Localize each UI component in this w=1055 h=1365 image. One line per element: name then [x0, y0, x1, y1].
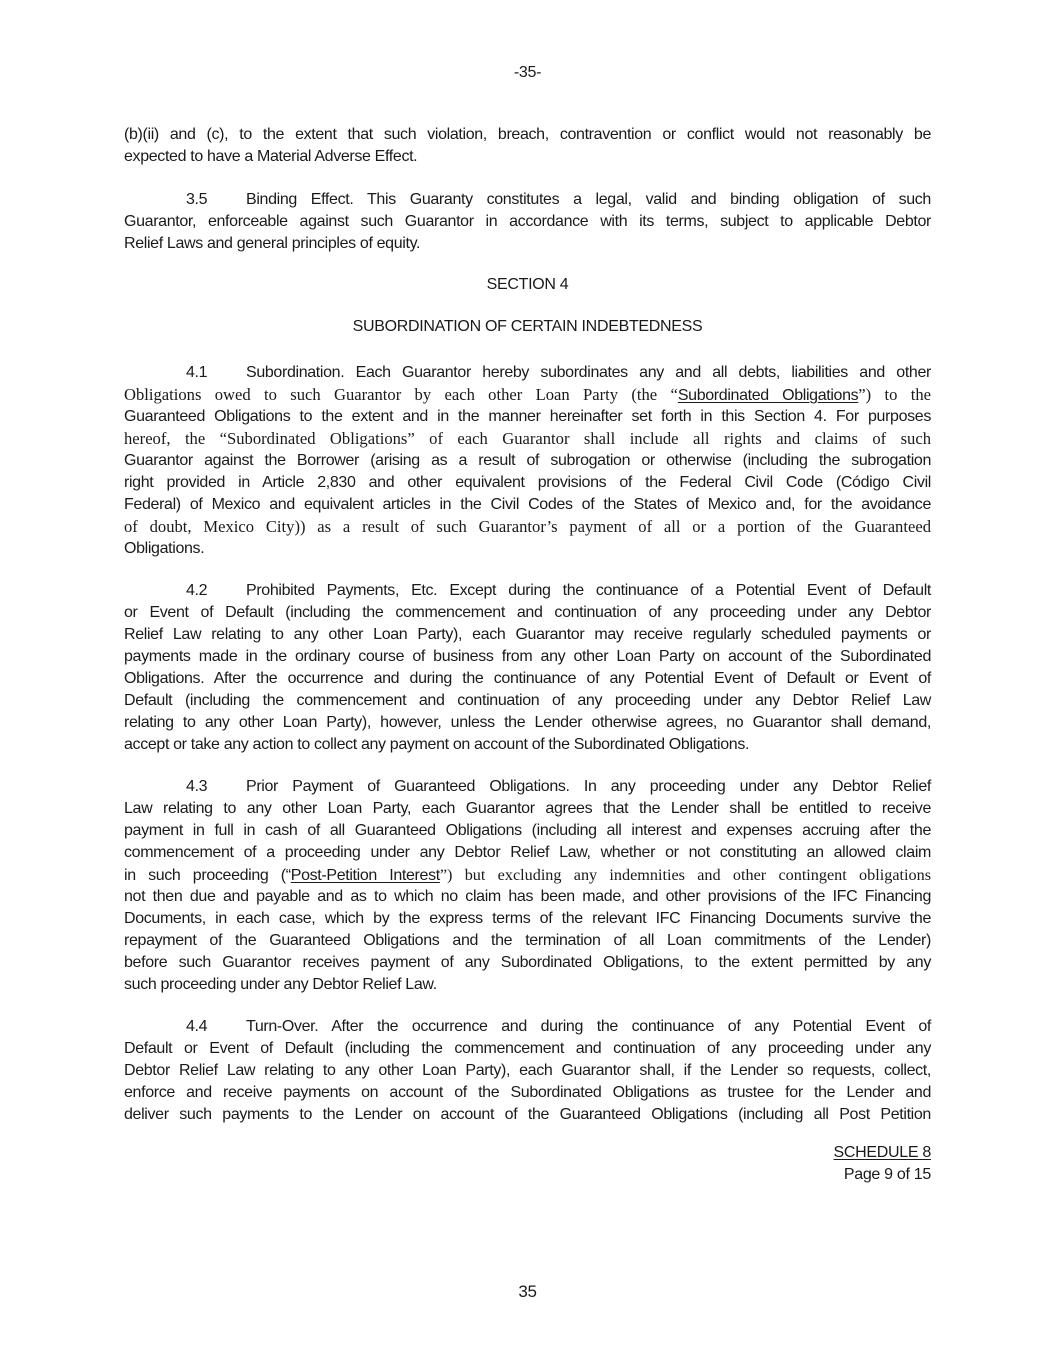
paragraph-line: deliver such payments to the Lender on account of the Guaranteed Obligations (including all Post Petition: [124, 1106, 931, 1123]
page-of-label: Page 9 of 15: [843, 1166, 931, 1183]
paragraph-line: Obligations.: [124, 540, 205, 557]
paragraph-line: not then due and payable and as to which no claim has been made, and other provisions of the IFC Financing: [124, 888, 931, 905]
clause-number: 4.4: [186, 1018, 208, 1035]
section-heading: SECTION 4: [486, 276, 569, 293]
clause-text: ”) but excluding any indemnities and other contingent obligations: [439, 866, 931, 884]
paragraph-line: or Event of Default (including the commencement and continuation of any proceeding under any Debtor: [124, 604, 931, 621]
clause-text: in such proceeding (“: [124, 867, 291, 884]
paragraph-line: relating to any other Loan Party), however, unless the Lender otherwise agrees, no Guarantor shall demand,: [124, 714, 931, 731]
paragraph-line: payment in full in cash of all Guaranteed Obligations (including all interest and expenses accruing after the: [124, 822, 931, 839]
section-4-2-line: [124, 580, 931, 602]
paragraph-line: before such Guarantor receives payment of any Subordinated Obligations, to the extent permitted by any: [124, 954, 931, 971]
paragraph-line: Relief Laws and general principles of equity.: [124, 235, 421, 252]
clause-text: ”) to the: [858, 385, 932, 404]
paragraph-line: right provided in Article 2,830 and other equivalent provisions of the Federal Civil Code (Código Civil: [124, 474, 931, 491]
paragraph-line: accept or take any action to collect any payment on account of the Subordinated Obligations.: [124, 736, 750, 753]
paragraph-line: Guaranteed Obligations to the extent and in the manner hereinafter set forth in this Section 4. For purposes: [124, 408, 931, 425]
clause-text: This Guaranty constitutes a legal, valid and binding obligation of such: [353, 191, 931, 208]
paragraph-line: Federal) of Mexico and equivalent articles in the Civil Codes of the States of Mexico and, for the avoidance: [124, 496, 931, 513]
clause-number: 4.2: [186, 582, 208, 599]
paragraph-line: commencement of a proceeding under any Debtor Relief Law, whether or not constituting an allowed claim: [124, 844, 931, 861]
paragraph-line: expected to have a Material Adverse Effect.: [124, 148, 418, 165]
section-3-5-line: [124, 189, 931, 211]
clause-text: Obligations owed to such Guarantor by each other Loan Party (the “: [124, 385, 678, 404]
paragraph-line: hereof, the “Subordinated Obligations” of each Guarantor shall include all rights and claims of such: [124, 429, 931, 448]
paragraph-line: payments made in the ordinary course of business from any other Loan Party on account of the Subordinated: [124, 648, 931, 665]
paragraph-line: Law relating to any other Loan Party, each Guarantor agrees that the Lender shall be entitled to receive: [124, 800, 931, 817]
page-number: 35: [518, 1282, 537, 1301]
paragraph-line: (b)(ii) and (c), to the extent that such violation, breach, contravention or conflict would not reasonably be: [124, 126, 931, 143]
paragraph-line: [124, 384, 931, 407]
schedule-text: SCHEDULE 8: [833, 1144, 931, 1161]
defined-term: Post-Petition Interest: [290, 867, 440, 884]
paragraph-line: Guarantor against the Borrower (arising as a result of subrogation or otherwise (including the subrogation: [124, 452, 931, 469]
clause-text: After the occurrence and during the continuance of any Potential Event of: [318, 1018, 931, 1035]
section-4-1-line: [124, 362, 931, 384]
section-4-3-line: [124, 776, 931, 798]
paragraph-line: of doubt, Mexico City)) as a result of such Guarantor’s payment of all or a portion of the Guaranteed: [124, 517, 931, 536]
section-title: SUBORDINATION OF CERTAIN INDEBTEDNESS: [352, 318, 703, 335]
clause-number: 4.1: [186, 364, 208, 381]
paragraph-line: Guarantor, enforceable against such Guarantor in accordance with its terms, subject to applicable Debtor: [124, 213, 931, 230]
paragraph-line: [124, 864, 931, 887]
clause-number: 4.3: [186, 778, 208, 795]
page-marker: -35-: [513, 64, 542, 81]
clause-title: Prohibited Payments, Etc.: [246, 582, 438, 599]
defined-term: Subordinated Obligations: [677, 387, 859, 404]
paragraph-line: repayment of the Guaranteed Obligations and the termination of all Loan commitments of the Lender): [124, 932, 931, 949]
schedule-label: [834, 1144, 931, 1162]
clause-text: In any proceeding under any Debtor Relief: [569, 778, 931, 795]
paragraph-line: Debtor Relief Law relating to any other Loan Party), each Guarantor shall, if the Lender so requests, collect,: [124, 1062, 931, 1079]
paragraph-line: Documents, in each case, which by the express terms of the relevant IFC Financing Documents survive the: [124, 910, 931, 927]
clause-number: 3.5: [186, 191, 208, 208]
paragraph-line: Default or Event of Default (including the commencement and continuation of any proceeding under any: [124, 1040, 931, 1057]
paragraph-line: Obligations. After the occurrence and during the continuance of any Potential Event of Default or Event of: [124, 670, 931, 687]
clause-title: Prior Payment of Guaranteed Obligations.: [246, 778, 570, 795]
clause-text: Each Guarantor hereby subordinates any and all debts, liabilities and other: [344, 364, 931, 381]
clause-title: Turn-Over.: [246, 1018, 319, 1035]
clause-text: Except during the continuance of a Potential Event of Default: [437, 582, 931, 599]
paragraph-line: enforce and receive payments on account of the Subordinated Obligations as trustee for the Lender and: [124, 1084, 931, 1101]
clause-title: Subordination.: [246, 364, 345, 381]
paragraph-line: Default (including the commencement and continuation of any proceeding under any Debtor Relief Law: [124, 692, 931, 709]
paragraph-line: such proceeding under any Debtor Relief Law.: [124, 976, 437, 993]
clause-title: Binding Effect.: [246, 191, 354, 208]
paragraph-line: Relief Law relating to any other Loan Party), each Guarantor may receive regularly scheduled payments or: [124, 626, 931, 643]
section-4-4-line: [124, 1016, 931, 1038]
